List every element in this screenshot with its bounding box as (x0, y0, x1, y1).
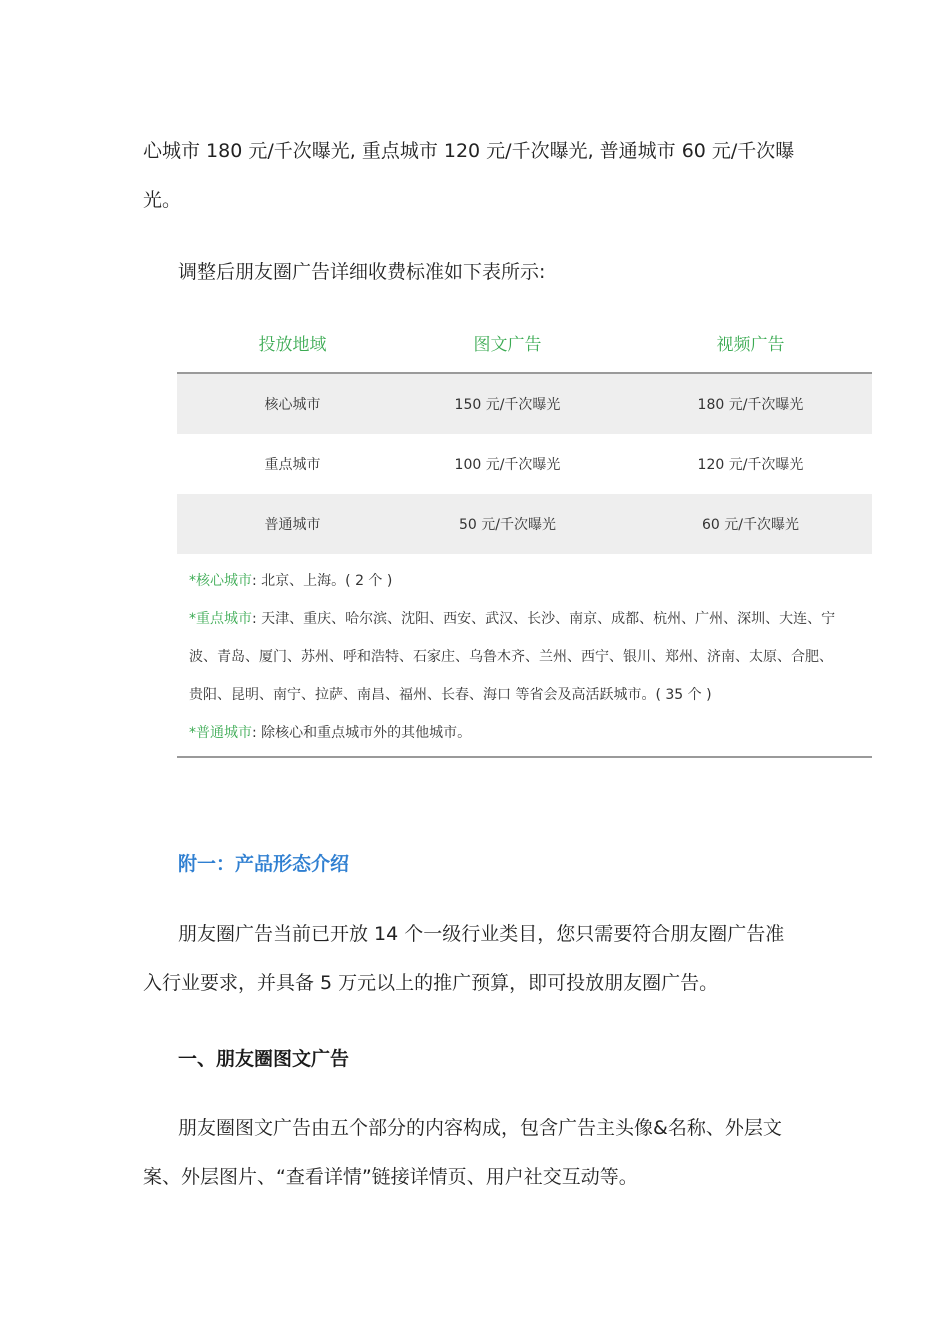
note-normal-text: : 除核心和重点城市外的其他城市。 (252, 725, 472, 741)
note-core-text: : 北京、上海。( 2 个 ) (252, 573, 393, 589)
note-key-text-2: 波、青岛、厦门、苏州、呼和浩特、石家庄、乌鲁木齐、兰州、西宁、银川、郑州、济南、太原、合肥、 (189, 649, 833, 665)
cell-image-price: 150 元/千次曝光 (454, 397, 561, 413)
table-row (177, 494, 872, 554)
table-row (177, 434, 872, 494)
cell-image-price: 50 元/千次曝光 (459, 517, 556, 533)
appendix-para2-line2: 案、外层图片、“查看详情”链接详情页、用户社交互动等。 (143, 1166, 638, 1188)
appendix-para1-line2: 入行业要求，并具备 5 万元以上的推广预算，即可投放朋友圈广告。 (143, 972, 719, 994)
note-key-text-1: : 天津、重庆、哈尔滨、沈阳、西安、武汉、长沙、南京、成都、杭州、广州、深圳、大连、宁 (252, 611, 836, 627)
cell-region: 重点城市 (264, 457, 321, 473)
appendix-title: 附一：产品形态介绍 (178, 853, 350, 875)
note-core-label: *核心城市 (189, 573, 252, 589)
cell-region: 核心城市 (264, 397, 321, 413)
cell-image-price: 100 元/千次曝光 (454, 457, 561, 473)
note-key-text-3: 贵阳、昆明、南宁、拉萨、南昌、福州、长春、海口 等省会及高活跃城市。( 35 个 ) (189, 687, 712, 703)
intro-line-2: 光。 (143, 189, 182, 211)
cell-video-price: 120 元/千次曝光 (697, 457, 804, 473)
note-key-label: *重点城市 (189, 611, 252, 627)
note-normal-cities (189, 722, 471, 742)
header-video-ad: 视频广告 (716, 335, 785, 355)
price-table-header (177, 316, 872, 374)
intro-line-1: 心城市 180 元/千次曝光, 重点城市 120 元/千次曝光, 普通城市 60 元/千次曝 (143, 140, 795, 162)
appendix-para1-line1: 朋友圈广告当前已开放 14 个一级行业类目，您只需要符合朋友圈广告准 (178, 923, 785, 945)
note-normal-label: *普通城市 (189, 725, 252, 741)
header-image-ad: 图文广告 (473, 335, 542, 355)
price-table (177, 316, 872, 758)
cell-video-price: 180 元/千次曝光 (697, 397, 804, 413)
note-core-cities (189, 570, 392, 590)
section1-title: 一、朋友圈图文广告 (178, 1048, 350, 1070)
note-key-cities (189, 608, 835, 628)
table-row (177, 374, 872, 434)
table-bottom-rule (177, 756, 872, 758)
appendix-para2-line1: 朋友圈图文广告由五个部分的内容构成，包含广告主头像&名称、外层文 (178, 1117, 782, 1139)
header-region: 投放地域 (258, 335, 327, 355)
cell-video-price: 60 元/千次曝光 (702, 517, 799, 533)
intro-line-3: 调整后朋友圈广告详细收费标准如下表所示: (178, 261, 546, 283)
cell-region: 普通城市 (264, 517, 321, 533)
